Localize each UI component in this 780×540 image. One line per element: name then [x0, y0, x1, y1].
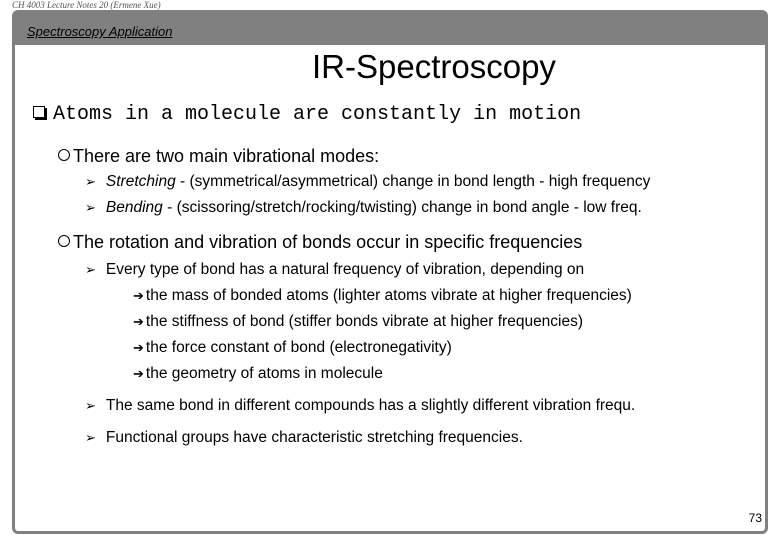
bullet-rotation	[58, 232, 582, 253]
arrowhead-bullet-icon: ➢	[85, 174, 96, 189]
stretching-desc: - (symmetrical/asymmetrical) change in bond length - high frequency	[175, 173, 651, 190]
factor-text: the force constant of bond (electronegativity)	[145, 339, 452, 356]
bullet-every-type-text: Every type of bond has a natural frequency of vibration, depending on	[105, 261, 585, 278]
bullet-bending	[85, 199, 642, 217]
right-arrow-icon: ➔	[133, 340, 144, 355]
bullet-every-type	[85, 261, 584, 279]
bullet-same-bond	[85, 397, 635, 415]
bullet-modes-intro-text: There are two main vibrational modes:	[73, 146, 380, 166]
right-arrow-icon: ➔	[133, 288, 144, 303]
bullet-main-text: Atoms in a molecule are constantly in motion	[53, 103, 582, 126]
factor-item	[133, 365, 383, 383]
bending-term: Bending	[105, 199, 163, 216]
bullet-stretching	[85, 173, 650, 191]
factor-text: the mass of bonded atoms (lighter atoms vibrate at higher frequencies)	[145, 287, 632, 304]
bullet-same-bond-text: The same bond in different compounds has a slightly different vibration frequ.	[105, 397, 636, 414]
right-arrow-icon: ➔	[133, 314, 144, 329]
arrowhead-bullet-icon: ➢	[85, 200, 96, 215]
right-arrow-icon: ➔	[133, 366, 144, 381]
factor-item	[133, 287, 632, 305]
section-label: Spectroscopy Application	[27, 24, 173, 39]
stretching-term: Stretching	[105, 173, 176, 190]
bullet-modes-intro	[58, 146, 379, 167]
bullet-functional-text: Functional groups have characteristic stretching frequencies.	[105, 429, 523, 446]
bending-desc: - (scissoring/stretch/rocking/twisting) change in bond angle - low freq.	[162, 199, 642, 216]
header-note: CH 4003 Lecture Notes 20 (Ermene Xue)	[12, 0, 161, 10]
checkbox-bullet-icon	[33, 106, 45, 118]
bullet-rotation-text: The rotation and vibration of bonds occur in specific frequencies	[73, 232, 583, 252]
arrowhead-bullet-icon: ➢	[85, 262, 96, 277]
slide-number: 73	[748, 511, 762, 525]
factor-item	[133, 339, 452, 357]
factor-item	[133, 313, 583, 331]
circle-bullet-icon	[58, 149, 70, 161]
factor-text: the geometry of atoms in molecule	[145, 365, 383, 382]
factor-text: the stiffness of bond (stiffer bonds vibrate at higher frequencies)	[145, 313, 584, 330]
circle-bullet-icon	[58, 235, 70, 247]
arrowhead-bullet-icon: ➢	[85, 430, 96, 445]
bullet-functional	[85, 429, 523, 447]
arrowhead-bullet-icon: ➢	[85, 398, 96, 413]
slide-title: IR-Spectroscopy	[312, 48, 556, 85]
bullet-main	[33, 103, 581, 126]
